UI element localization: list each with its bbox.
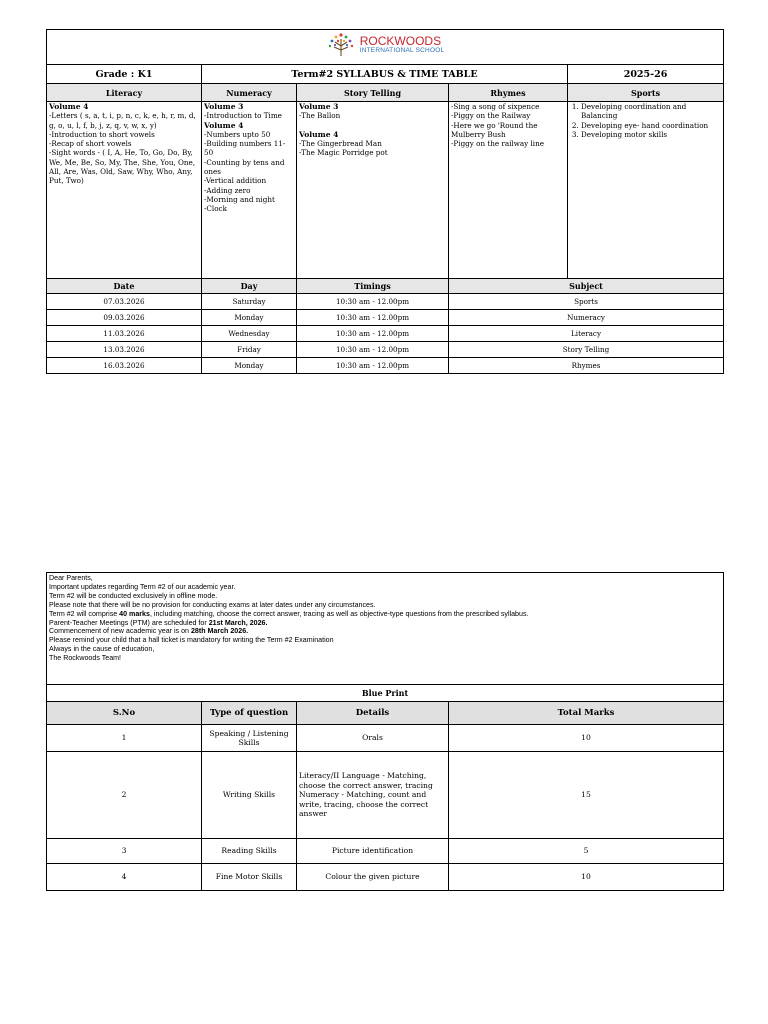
- bp-details: Picture identification: [297, 839, 449, 864]
- col-header-rhymes: Rhymes: [449, 84, 568, 102]
- story-volume3: Volume 3: [299, 102, 339, 111]
- school-subtitle: INTERNATIONAL SCHOOL: [359, 47, 445, 54]
- notice-text: Term #2 will comprise: [49, 609, 120, 618]
- numeracy-line: -Counting by tens and ones: [204, 157, 285, 177]
- col-header-numeracy: Numeracy: [202, 84, 297, 102]
- table-row: [47, 864, 724, 891]
- notice-line: [49, 610, 721, 619]
- notice-line: Dear Parents,: [49, 574, 93, 582]
- notice-bold: 40 marks: [119, 609, 150, 618]
- notice-text: Parent-Teacher Meetings (PTM) are scheduled for: [49, 618, 209, 627]
- tt-date: 16.03.2026: [47, 358, 202, 374]
- tt-day: Saturday: [202, 294, 297, 310]
- bp-marks: 5: [449, 839, 724, 864]
- bp-details: Orals: [297, 725, 449, 752]
- numeracy-line: -Morning and night: [204, 194, 275, 204]
- tt-header-date: Date: [47, 279, 202, 294]
- tt-subject: Story Telling: [449, 342, 724, 358]
- tt-day: Wednesday: [202, 326, 297, 342]
- bp-marks: 10: [449, 725, 724, 752]
- table-row: [47, 294, 724, 310]
- tt-subject: Numeracy: [449, 310, 724, 326]
- bp-header-type: Type of question: [202, 702, 297, 725]
- bp-header-marks: Total Marks: [449, 702, 724, 725]
- rhyme-line: -Here we go 'Round the Mulberry Bush: [451, 120, 538, 139]
- sports-item: 1. Developing coordination and Balancing: [581, 102, 721, 121]
- tt-header-timings: Timings: [297, 279, 449, 294]
- tt-time: 10:30 am - 12.00pm: [297, 310, 449, 326]
- table-row: [47, 839, 724, 864]
- story-line: -The Gingerbread Man: [299, 138, 382, 148]
- bp-type: Writing Skills: [202, 752, 297, 839]
- notice-bold: 21st March, 2026.: [208, 618, 268, 627]
- notice-line: Always in the cause of education,: [49, 645, 155, 654]
- numeracy-line: -Adding zero: [204, 185, 251, 195]
- rhyme-line: -Sing a song of sixpence: [451, 102, 540, 111]
- col-header-sports: Sports: [568, 84, 724, 102]
- sports-item: 3. Developing motor skills: [581, 130, 721, 139]
- bp-details: Colour the given picture: [297, 864, 449, 891]
- notice-and-blueprint-table: [46, 572, 724, 891]
- story-cell: [297, 102, 449, 279]
- numeracy-volume4: Volume 4: [204, 120, 244, 130]
- grade-label: Grade : K1: [47, 65, 202, 84]
- tt-time: 10:30 am - 12.00pm: [297, 326, 449, 342]
- page-title: Term#2 SYLLABUS & TIME TABLE: [202, 65, 568, 84]
- bp-type: Speaking / Listening Skills: [202, 725, 297, 752]
- col-header-story: Story Telling: [297, 84, 449, 102]
- table-row: [47, 725, 724, 752]
- bp-details: Literacy/II Language - Matching, choose the correct answer, tracing Numeracy - Matching, count and write, tracing, choose the correct answer: [297, 752, 449, 839]
- sports-item: 2. Developing eye- hand coordination: [581, 121, 721, 130]
- tt-date: 11.03.2026: [47, 326, 202, 342]
- tt-date: 13.03.2026: [47, 342, 202, 358]
- bp-marks: 15: [449, 752, 724, 839]
- notice-line: Please note that there will be no provision for conducting exams at later dates under any circumstances.: [49, 600, 376, 609]
- story-line: -The Ballon: [299, 111, 341, 121]
- notice-line: [49, 627, 721, 636]
- sports-cell: [568, 102, 724, 279]
- bp-header-details: Details: [297, 702, 449, 725]
- bp-sno: 1: [47, 725, 202, 752]
- story-line: -The Magic Porridge pot: [299, 148, 388, 158]
- tt-day: Friday: [202, 342, 297, 358]
- numeracy-line: -Vertical addition: [204, 176, 267, 186]
- bp-header-sno: S.No: [47, 702, 202, 725]
- numeracy-cell: [202, 102, 297, 279]
- numeracy-line: -Clock: [204, 204, 227, 214]
- col-header-literacy: Literacy: [47, 84, 202, 102]
- literacy-volume: Volume 4: [49, 102, 89, 111]
- notice-bold: 28th March 2026.: [190, 627, 249, 636]
- tt-day: Monday: [202, 358, 297, 374]
- literacy-line: -Letters ( s, a, t, i, p, n, c, k, e, h, r, m, d, g, o, u, l, f, b, j, z, q, v, w, x, y): [49, 111, 196, 130]
- parent-notice: [47, 573, 724, 685]
- notice-text: Commencement of new academic year is on: [49, 627, 191, 636]
- numeracy-line: -Building numbers 11-50: [204, 139, 286, 158]
- literacy-line: -Introduction to short vowels: [49, 129, 155, 139]
- literacy-cell: [47, 102, 202, 279]
- tt-time: 10:30 am - 12.00pm: [297, 342, 449, 358]
- rhyme-line: -Piggy on the railway line: [451, 139, 544, 149]
- tt-header-subject: Subject: [449, 279, 724, 294]
- tt-subject: Sports: [449, 294, 724, 310]
- tree-logo-icon: [326, 32, 356, 58]
- academic-year: 2025-26: [568, 65, 724, 84]
- notice-line: The Rockwoods Team!: [49, 654, 122, 663]
- table-row: [47, 358, 724, 374]
- notice-line: Please remind your child that a hall ticket is mandatory for writing the Term #2 Examination: [49, 636, 334, 645]
- rhymes-cell: [449, 102, 568, 279]
- bp-marks: 10: [449, 864, 724, 891]
- bp-sno: 3: [47, 839, 202, 864]
- tt-subject: Literacy: [449, 326, 724, 342]
- tt-time: 10:30 am - 12.00pm: [297, 294, 449, 310]
- literacy-line: -Sight words - ( I, A, He, To, Go, Do, By, We, Me, Be, So, My, The, She, You, One, All, Are, Was, Old, Saw, Why, Who, Any, Put, Two): [49, 148, 196, 186]
- school-logo: [326, 32, 445, 58]
- table-row: [47, 752, 724, 839]
- table-row: [47, 342, 724, 358]
- numeracy-volume3: Volume 3: [204, 102, 244, 111]
- tt-time: 10:30 am - 12.00pm: [297, 358, 449, 374]
- bp-sno: 4: [47, 864, 202, 891]
- rhyme-line: -Piggy on the Railway: [451, 111, 531, 121]
- story-volume4: Volume 4: [299, 129, 339, 139]
- blueprint-title: Blue Print: [47, 685, 724, 702]
- notice-text: , including matching, choose the correct answer, tracing as well as objective-type questions from the prescribed syllabus.: [149, 609, 529, 618]
- notice-line: Important updates regarding Term #2 of our academic year.: [49, 582, 236, 591]
- school-name: ROCKWOODS: [359, 34, 442, 48]
- numeracy-line: -Numbers upto 50: [204, 129, 271, 139]
- literacy-line: -Recap of short vowels: [49, 139, 132, 149]
- bp-type: Reading Skills: [202, 839, 297, 864]
- table-row: [47, 310, 724, 326]
- notice-line: [49, 619, 721, 628]
- table-row: [47, 326, 724, 342]
- tt-date: 07.03.2026: [47, 294, 202, 310]
- sports-list: [570, 102, 721, 139]
- bp-sno: 2: [47, 752, 202, 839]
- tt-subject: Rhymes: [449, 358, 724, 374]
- syllabus-table: [46, 29, 724, 374]
- logo-cell: [47, 30, 724, 65]
- tt-day: Monday: [202, 310, 297, 326]
- numeracy-line: -Introduction to Time: [204, 111, 282, 121]
- tt-date: 09.03.2026: [47, 310, 202, 326]
- tt-header-day: Day: [202, 279, 297, 294]
- notice-line: Term #2 will be conducted exclusively in offline mode.: [49, 591, 218, 600]
- bp-type: Fine Motor Skills: [202, 864, 297, 891]
